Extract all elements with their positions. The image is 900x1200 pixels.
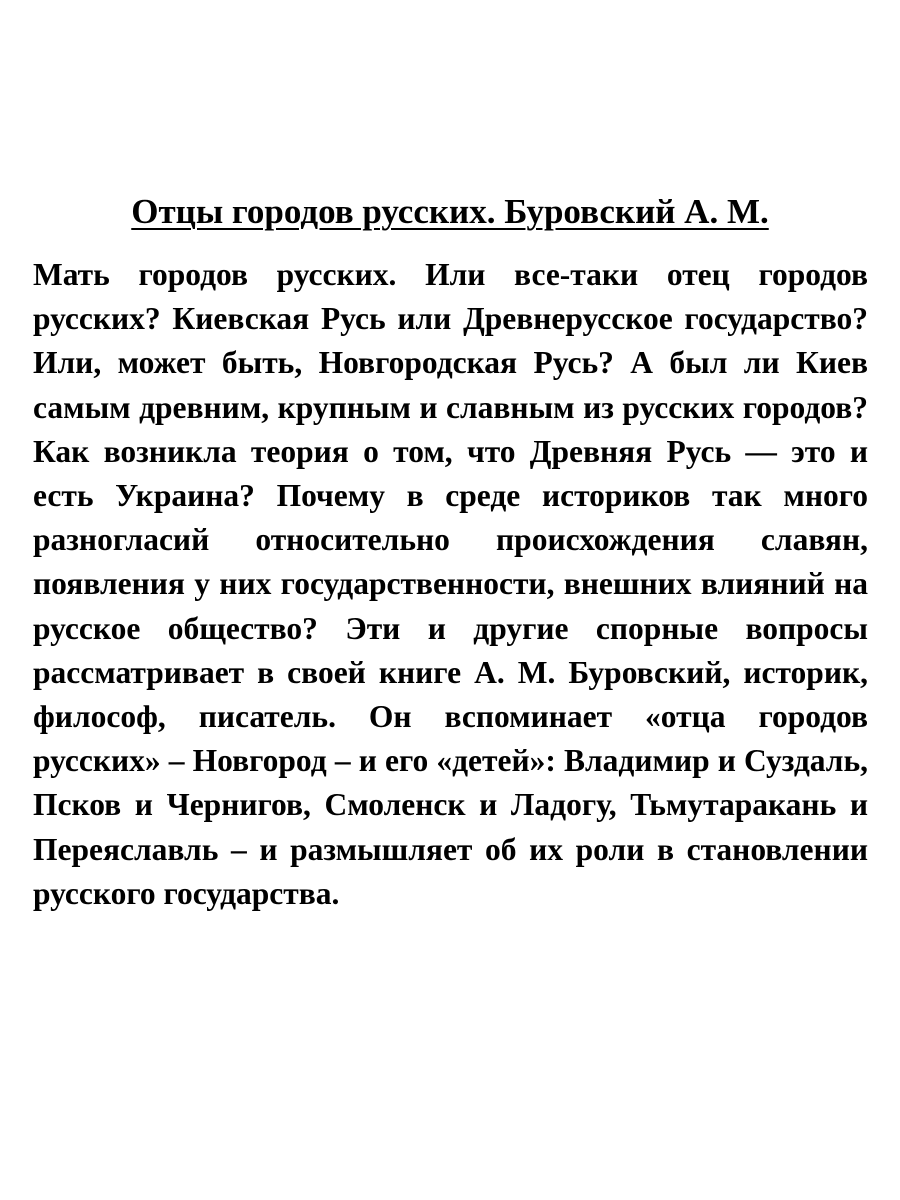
book-description: Мать городов русских. Или все-таки отец городов русских? Киевская Русь или Древнерусское государство? Или, может быть, Новгородская Русь? А был ли Киев самым древним, крупным и славным из русских городов? Как возникла теория о том, что Древняя Русь — это и есть Украина? Почему в среде историков так много разногласий относительно происхождения славян, появления у них государственности, внешних влияний на русское общество? Эти и другие спорные вопросы рассматривает в своей книге А. М. Буровский, историк, философ, писатель. Он вспоминает «отца городов русских» – Новгород – и его «детей»: Владимир и Суздаль, Псков и Чернигов, Смоленск и Ладогу, Тьмутаракань и Переяславль – и размышляет об их роли в становлении русского государства. xyxy=(33,257,868,911)
page-title: Отцы городов русских. Буровский А. М. xyxy=(131,192,769,231)
